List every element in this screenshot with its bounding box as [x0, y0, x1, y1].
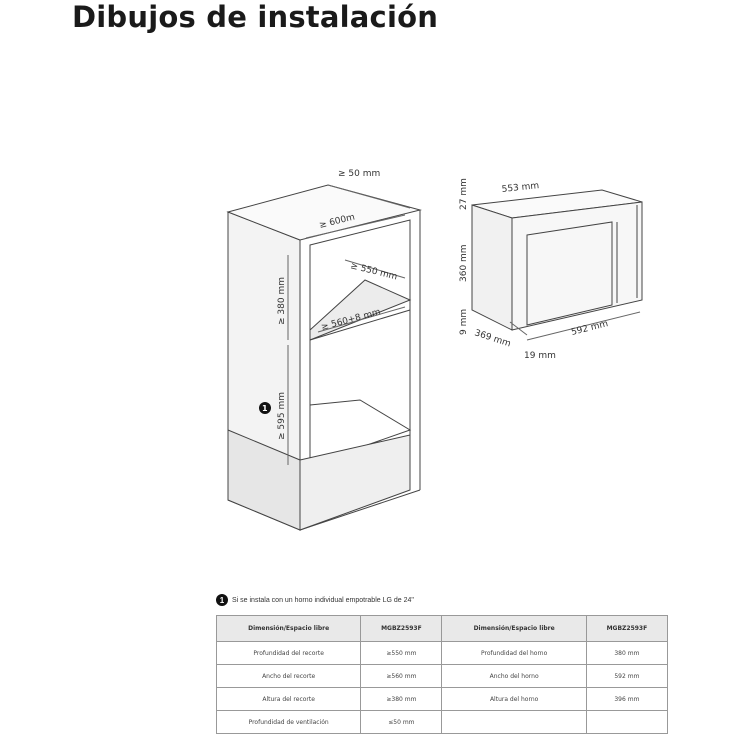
- table-header-row: [217, 616, 668, 642]
- table-cell: Altura del recorte: [217, 688, 361, 711]
- table-cell: Profundidad del recorte: [217, 642, 361, 665]
- col-header: Dimensión/Espacio libre: [442, 616, 586, 642]
- table-cell: Profundidad del horno: [442, 642, 586, 665]
- table-row: [217, 711, 668, 734]
- oven-dim-width: 592 mm: [570, 319, 610, 338]
- note-marker: 1: [216, 594, 228, 606]
- dim-depth-gap: ≥ 50 mm: [338, 169, 381, 179]
- table-cell: 592 mm: [586, 665, 667, 688]
- col-header: Dimensión/Espacio libre: [217, 616, 361, 642]
- table-row: [217, 688, 668, 711]
- table-cell: 380 mm: [586, 642, 667, 665]
- table-cell: Ancho del recorte: [217, 665, 361, 688]
- table-cell: [442, 711, 586, 734]
- table-cell: ≥560 mm: [361, 665, 442, 688]
- oven-dim-top: 27 mm: [459, 178, 469, 210]
- dim-inner-width: ≥ 560+8 mm: [320, 307, 382, 333]
- table-cell: 396 mm: [586, 688, 667, 711]
- oven-dim-height: 360 mm: [459, 244, 469, 282]
- oven-dim-depth: 553 mm: [501, 181, 540, 195]
- table-cell: Altura del horno: [442, 688, 586, 711]
- table-cell: Profundidad de ventilación: [217, 711, 361, 734]
- oven-dim-bottom: 9 mm: [459, 308, 469, 335]
- note-text: Si se instala con un horno individual empotrable LG de 24": [232, 596, 414, 604]
- marker-number: 1: [262, 404, 268, 413]
- oven-diagram: [452, 170, 652, 370]
- col-header: MGBZ2593F: [361, 616, 442, 642]
- table-cell: ≥550 mm: [361, 642, 442, 665]
- spec-table: [216, 615, 668, 734]
- table-cell: Ancho del horno: [442, 665, 586, 688]
- table-row: [217, 665, 668, 688]
- dim-height: ≥ 380 mm: [277, 277, 287, 325]
- dim-inner-depth: ≥ 550 mm: [349, 261, 399, 283]
- col-header: MGBZ2593F: [586, 616, 667, 642]
- table-cell: ≤50 mm: [361, 711, 442, 734]
- oven-dim-frame: 19 mm: [524, 351, 556, 361]
- install-note: [216, 594, 414, 606]
- table-cell: ≥380 mm: [361, 688, 442, 711]
- table-cell: [586, 711, 667, 734]
- table-row: [217, 642, 668, 665]
- page-title: Dibujos de instalación: [72, 0, 439, 34]
- oven-dim-side: 369 mm: [473, 328, 512, 350]
- cabinet-diagram: [210, 160, 440, 540]
- dim-width: ≥ 600m: [318, 212, 357, 231]
- dim-floor: ≥ 595 mm: [277, 392, 287, 440]
